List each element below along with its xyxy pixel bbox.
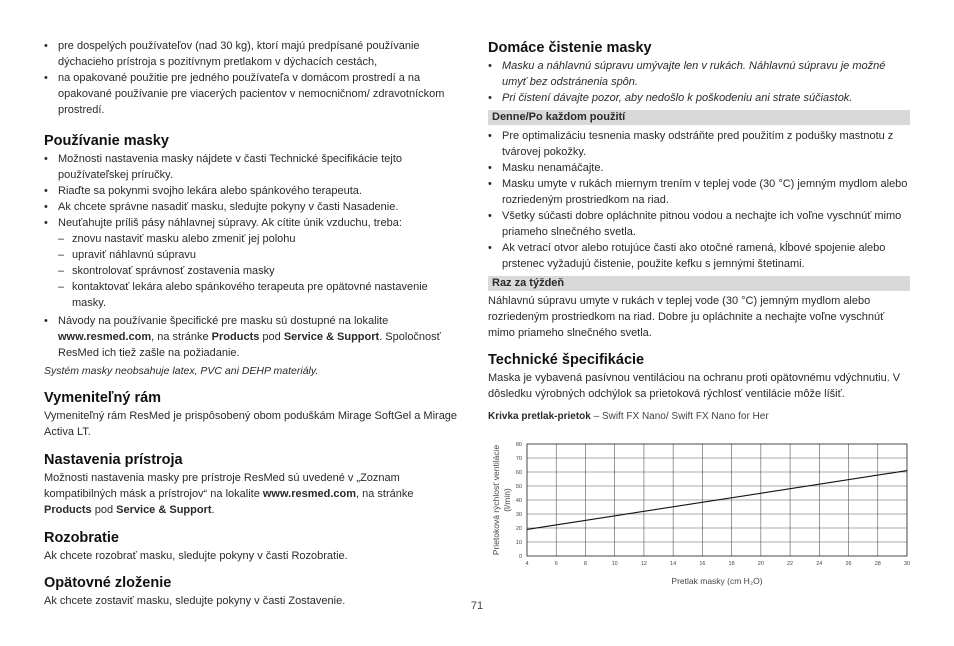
list-item: • na opakované použitie pre jedného používateľa v domácom prostredí a na opakované používanie pre viacerých pacientov v nemocničnom/ zdravotníckom prostredí. xyxy=(44,70,464,118)
chart-heading-rest: – Swift FX Nano/ Swift FX Nano for Her xyxy=(590,411,769,422)
x-tick-label: 30 xyxy=(903,561,911,567)
text: Možnosti nastavenia masky pre prístroje ResMed sú uvedené v „Zoznam kompatibilných másk a prístrojov“ na lokalite xyxy=(44,472,400,500)
intro-list xyxy=(44,38,464,118)
specs-text: Maska je vybavená pasívnou ventiláciou na ochranu proti opätovnému vdýchnutiu. V dôsledku výrobných odchýlok sa prietoková rýchlosť ventilácie môže líšiť. xyxy=(488,372,901,400)
left-column xyxy=(44,38,464,609)
daily-label: Denne/Po každom použití xyxy=(488,110,910,125)
list-item: • Masku a náhlavnú súpravu umývajte len v rukách. Náhlavnú súpravu je možné umyť bez odstránenia spôn. xyxy=(488,58,910,90)
section-title-usage: Používanie masky xyxy=(44,133,169,149)
materials-note: Systém masky neobsahuje latex, PVC ani DEHP materiály. xyxy=(44,365,319,377)
sub-list-item: – kontaktovať lekára alebo spánkového terapeuta pre opätovné nastavenie masky. xyxy=(44,279,464,311)
y-axis-label-line2: (l/min) xyxy=(502,488,512,512)
list-item: • Ak vetrací otvor alebo rotujúce časti ako otočné ramená, kĺbové spojenie alebo prstenec vyžadujú čistenie, použite kefku s jemnými štetinami. xyxy=(488,240,910,272)
x-tick-label: 28 xyxy=(874,561,881,567)
x-axis-label: Pretlak masky (cm H₂O) xyxy=(671,576,763,586)
x-tick-label: 8 xyxy=(583,561,587,567)
y-tick-labels xyxy=(516,442,522,560)
right-column xyxy=(488,38,910,424)
service-support-label: Service & Support xyxy=(283,331,380,343)
weekly-label: Raz za týždeň xyxy=(488,276,910,291)
device-text xyxy=(44,470,464,518)
section-title-reassembly: Opätovné zloženie xyxy=(44,575,172,591)
text: . Spoločnosť ResMed ich tiež zašle na požiadanie. xyxy=(58,331,441,359)
x-tick-label: 24 xyxy=(816,561,823,567)
section-title-device: Nastavenia prístroja xyxy=(44,452,183,468)
list-item: • Možnosti nastavenia masky nájdete v časti Technické špecifikácie tejto používateľskej príručky. xyxy=(44,151,464,183)
weekly-text: Náhlavnú súpravu umyte v rukách v teplej vode (30 °C) jemným mydlom alebo rozriedeným prostriedkom na riad. Dobre ju opláchnite a nechajte voľne vyschnúť mimo priameho slnečného svetla. xyxy=(488,295,885,339)
list-item: • Masku umyte v rukách miernym trením v teplej vode (30 °C) jemným mydlom alebo rozriedeným prostriedkom na riad. xyxy=(488,176,910,208)
list-item: • Všetky súčasti dobre opláchnite pitnou vodou a nechajte ich voľne vyschnúť mimo priameho slnečného svetla. xyxy=(488,208,910,240)
y-axis-label-line1: Prietoková rýchlosť ventilácie xyxy=(491,444,501,556)
text: . xyxy=(211,504,215,516)
x-tick-label: 22 xyxy=(787,561,794,567)
section-title-disassembly: Rozobratie xyxy=(44,530,119,546)
x-tick-label: 18 xyxy=(728,561,735,567)
list-item: • Pre optimalizáciu tesnenia masky odstráňte pred použitím z podušky mastnotu z tvárovej pokožky. xyxy=(488,128,910,160)
products-label: Products xyxy=(44,504,92,516)
x-tick-labels xyxy=(525,561,910,567)
list-item: • Neuťahujte príliš pásy náhlavnej súpravy. Ak cítite únik vzduchu, treba: xyxy=(44,215,464,231)
list-item: • pre dospelých používateľov (nad 30 kg), ktorí majú predpísané používanie dýchacieho prístroja s pozitívnym pretlakom v dýchacích cestách, xyxy=(44,38,464,70)
list-item: • Riaďte sa pokynmi svojho lekára alebo spánkového terapeuta. xyxy=(44,183,464,199)
sub-list-item: – skontrolovať správnosť zostavenia masky xyxy=(44,263,464,279)
y-tick-label: 40 xyxy=(515,498,522,504)
x-tick-label: 4 xyxy=(525,561,529,567)
sub-list-item: – znovu nastaviť masku alebo zmeniť jej polohu xyxy=(44,231,464,247)
chart-heading xyxy=(488,410,910,424)
home-cleaning-list xyxy=(488,58,910,106)
section-title-specs: Technické špecifikácie xyxy=(488,352,645,368)
y-tick-label: 20 xyxy=(515,526,522,532)
list-item: • Pri čistení dávajte pozor, aby nedošlo k poškodeniu ani strate súčiastok. xyxy=(488,90,910,106)
x-tick-label: 26 xyxy=(845,561,852,567)
x-tick-label: 20 xyxy=(757,561,764,567)
list-item: • Masku nenamáčajte. xyxy=(488,160,910,176)
text: Návody na používanie špecifické pre masku sú dostupné na lokalite xyxy=(58,315,389,327)
page-number: 71 xyxy=(470,600,484,612)
x-tick-label: 10 xyxy=(611,561,618,567)
section-title-frame: Vymeniteľný rám xyxy=(44,390,162,406)
x-tick-label: 12 xyxy=(640,561,647,567)
usage-list xyxy=(44,151,464,361)
chart-heading-bold: Krivka pretlak-prietok xyxy=(488,411,591,422)
text: , na stránke xyxy=(356,488,414,500)
y-tick-label: 60 xyxy=(515,470,522,476)
sub-list-item: – upraviť náhlavnú súpravu xyxy=(44,247,464,263)
service-support-label: Service & Support xyxy=(116,504,212,516)
y-tick-label: 50 xyxy=(515,484,522,490)
resmed-link[interactable]: www.resmed.com xyxy=(58,331,152,343)
y-tick-label: 10 xyxy=(515,540,522,546)
list-item-guides xyxy=(44,313,464,361)
section-title-home-cleaning: Domáce čistenie masky xyxy=(488,40,652,56)
text: pod xyxy=(259,331,284,343)
daily-list xyxy=(488,128,910,272)
pressure-flow-chart xyxy=(484,436,924,592)
x-tick-label: 16 xyxy=(699,561,706,567)
x-tick-label: 6 xyxy=(554,561,558,567)
y-tick-label: 70 xyxy=(515,456,522,462)
y-tick-label: 0 xyxy=(518,554,522,560)
list-item: • Ak chcete správne nasadiť masku, sledujte pokyny v časti Nasadenie. xyxy=(44,199,464,215)
text: pod xyxy=(91,504,117,516)
y-tick-label: 30 xyxy=(515,512,522,518)
products-label: Products xyxy=(211,331,260,343)
resmed-link[interactable]: www.resmed.com xyxy=(262,488,356,500)
frame-text: Vymeniteľný rám ResMed je prispôsobený obom poduškám Mirage SoftGel a Mirage Activa LT. xyxy=(44,410,458,438)
text: , na stránke xyxy=(151,331,212,343)
x-tick-label: 14 xyxy=(670,561,677,567)
disassembly-text: Ak chcete rozobrať masku, sledujte pokyny v časti Rozobratie. xyxy=(44,550,348,562)
reassembly-text: Ak chcete zostaviť masku, sledujte pokyny v časti Zostavenie. xyxy=(44,595,346,607)
y-tick-label: 80 xyxy=(515,442,522,448)
